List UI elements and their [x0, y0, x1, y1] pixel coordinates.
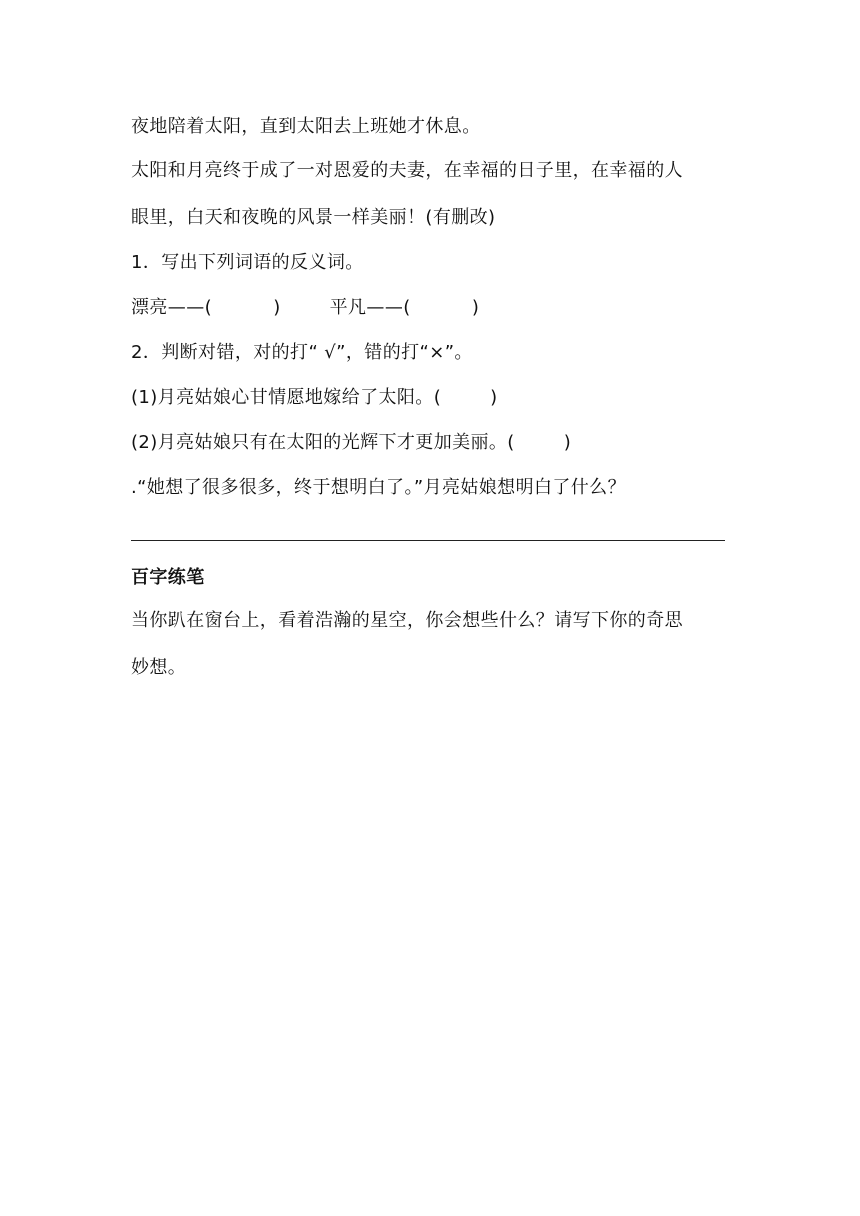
question-3-prompt: .“她想了很多很多，终于想明白了。”月亮姑娘想明白了什么？ [131, 477, 626, 498]
question-2-item-1: (1)月亮姑娘心甘情愿地嫁给了太阳。( ) [131, 387, 498, 408]
passage-line-1: 夜地陪着太阳，直到太阳去上班她才休息。 [131, 116, 481, 137]
answer-line [131, 540, 725, 541]
writing-prompt-line-2: 妙想。 [131, 657, 187, 678]
section-heading: 百字练笔 [131, 567, 205, 588]
question-2-prompt: 2．判断对错，对的打“ √”，错的打“×”。 [131, 342, 473, 363]
passage-line-3: 眼里，白天和夜晚的风景一样美丽！(有删改) [131, 207, 496, 228]
passage-line-2: 太阳和月亮终于成了一对恩爱的夫妻，在幸福的日子里，在幸福的人 [131, 160, 683, 181]
writing-prompt-line-1: 当你趴在窗台上，看着浩瀚的星空，你会想些什么？请写下你的奇思 [131, 610, 683, 631]
question-2-item-2: (2)月亮姑娘只有在太阳的光辉下才更加美丽。( ) [131, 432, 572, 453]
question-1-prompt: 1．写出下列词语的反义词。 [131, 252, 364, 273]
question-1-antonym-blanks: 漂亮——( ) 平凡——( ) [131, 297, 480, 318]
